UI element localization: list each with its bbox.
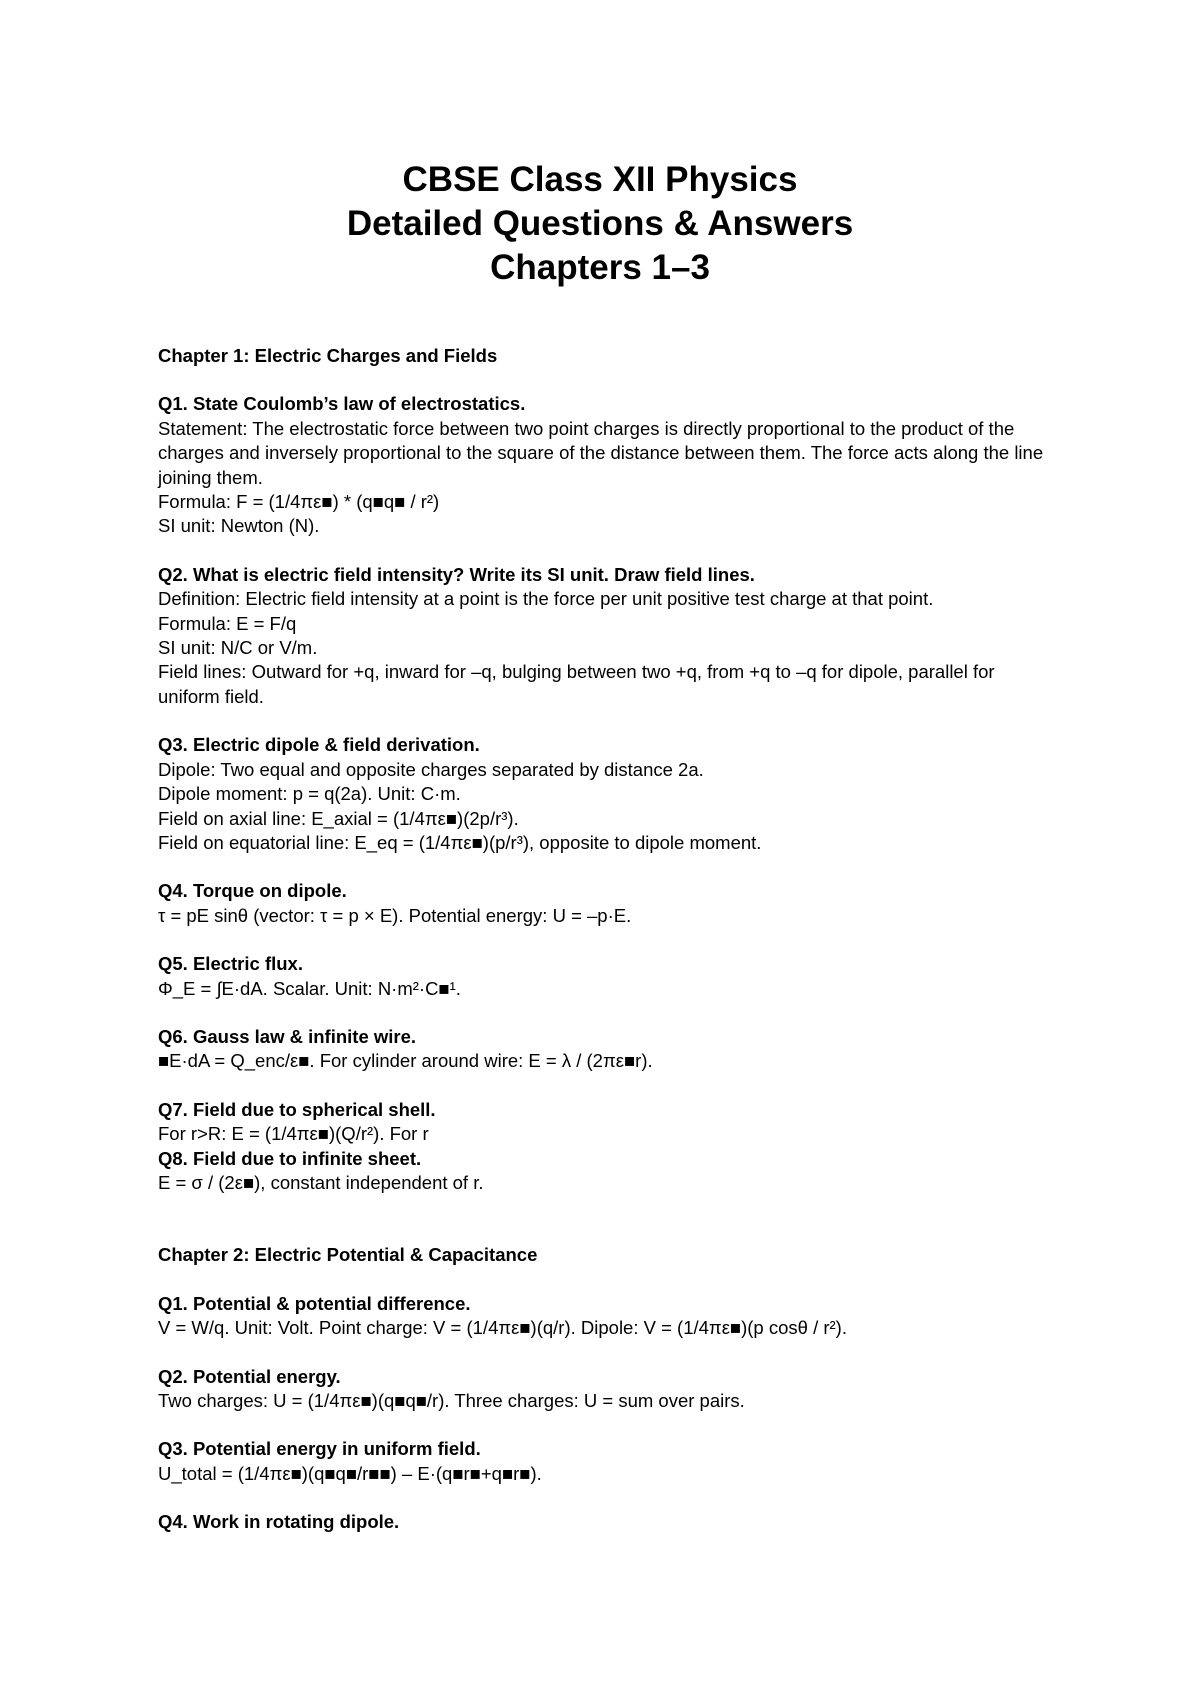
question-block bbox=[158, 733, 1058, 855]
question-block bbox=[158, 1098, 1058, 1147]
question-block bbox=[158, 1437, 1058, 1486]
chapter-1 bbox=[158, 344, 1058, 1195]
answer-line: For r>R: E = (1/4πε■)(Q/r²). For r bbox=[158, 1123, 429, 1145]
question-block bbox=[158, 1510, 1058, 1534]
answer-line: Statement: The electrostatic force between two point charges is directly proportional to the product of the charges and inversely proportional to the square of the distance between them. The force acts along the line joining them. bbox=[158, 417, 1044, 488]
chapter-heading: Chapter 1: Electric Charges and Fields bbox=[158, 345, 498, 366]
title-line-3: Chapters 1–3 bbox=[490, 248, 710, 287]
question-block bbox=[158, 879, 1058, 928]
answer-line: Field lines: Outward for +q, inward for –q, bulging between two +q, from +q to –q for dipole, parallel for uniform field. bbox=[158, 661, 995, 707]
answer-line: Definition: Electric field intensity at a point is the force per unit positive test charge at that point. bbox=[158, 588, 934, 610]
question-block bbox=[158, 563, 1058, 709]
question-block bbox=[158, 392, 1058, 538]
question-title: Q3. Potential energy in uniform field. bbox=[158, 1438, 481, 1460]
question-title: Q2. What is electric field intensity? Write its SI unit. Draw field lines. bbox=[158, 563, 755, 585]
answer-line: Formula: F = (1/4πε■) * (q■q■ / r²) bbox=[158, 491, 440, 513]
chapter-spacer bbox=[158, 1195, 1058, 1243]
question-title: Q4. Torque on dipole. bbox=[158, 880, 347, 902]
question-title: Q1. Potential & potential difference. bbox=[158, 1292, 471, 1314]
answer-line: V = W/q. Unit: Volt. Point charge: V = (1/4πε■)(q/r). Dipole: V = (1/4πε■)(p cosθ / r²). bbox=[158, 1317, 847, 1339]
answer-line: Dipole moment: p = q(2a). Unit: C·m. bbox=[158, 783, 461, 805]
chapter-heading: Chapter 2: Electric Potential & Capacitance bbox=[158, 1244, 538, 1266]
question-title: Q7. Field due to spherical shell. bbox=[158, 1098, 436, 1120]
question-block bbox=[158, 1292, 1058, 1341]
question-block bbox=[158, 1025, 1058, 1074]
title-line-2: Detailed Questions & Answers bbox=[346, 204, 854, 243]
chapter-2 bbox=[158, 1243, 1058, 1534]
answer-line: Field on axial line: E_axial = (1/4πε■)(2p/r³). bbox=[158, 807, 519, 829]
answer-line: U_total = (1/4πε■)(q■q■/r■■) – E·(q■r■+q■r■). bbox=[158, 1462, 542, 1484]
document-title bbox=[0, 158, 1200, 290]
answer-line: SI unit: N/C or V/m. bbox=[158, 637, 318, 659]
question-title: Q3. Electric dipole & field derivation. bbox=[158, 734, 480, 756]
answer-line: Dipole: Two equal and opposite charges separated by distance 2a. bbox=[158, 758, 704, 780]
answer-line: Φ_E = ∫E·dA. Scalar. Unit: N·m²·C■¹. bbox=[158, 977, 461, 999]
title-line-1: CBSE Class XII Physics bbox=[402, 160, 798, 199]
answer-line: SI unit: Newton (N). bbox=[158, 515, 320, 537]
answer-line: Field on equatorial line: E_eq = (1/4πε■)(p/r³), opposite to dipole moment. bbox=[158, 831, 762, 853]
question-title: Q5. Electric flux. bbox=[158, 953, 303, 975]
document-body bbox=[158, 344, 1058, 1535]
question-title: Q4. Work in rotating dipole. bbox=[158, 1511, 400, 1533]
answer-line: Two charges: U = (1/4πε■)(q■q■/r). Three charges: U = sum over pairs. bbox=[158, 1390, 745, 1411]
question-title: Q6. Gauss law & infinite wire. bbox=[158, 1025, 417, 1047]
answer-line: τ = pE sinθ (vector: τ = p × E). Potential energy: U = –p·E. bbox=[158, 904, 632, 926]
answer-line: ■E·dA = Q_enc/ε■. For cylinder around wire: E = λ / (2πε■r). bbox=[158, 1050, 653, 1072]
question-title: Q2. Potential energy. bbox=[158, 1365, 341, 1387]
question-title: Q1. State Coulomb’s law of electrostatics. bbox=[158, 393, 526, 415]
question-block bbox=[158, 1365, 1058, 1414]
question-block bbox=[158, 1147, 1058, 1196]
answer-line: E = σ / (2ε■), constant independent of r. bbox=[158, 1171, 484, 1193]
question-title: Q8. Field due to infinite sheet. bbox=[158, 1147, 422, 1169]
question-block bbox=[158, 952, 1058, 1001]
answer-line: Formula: E = F/q bbox=[158, 612, 297, 634]
